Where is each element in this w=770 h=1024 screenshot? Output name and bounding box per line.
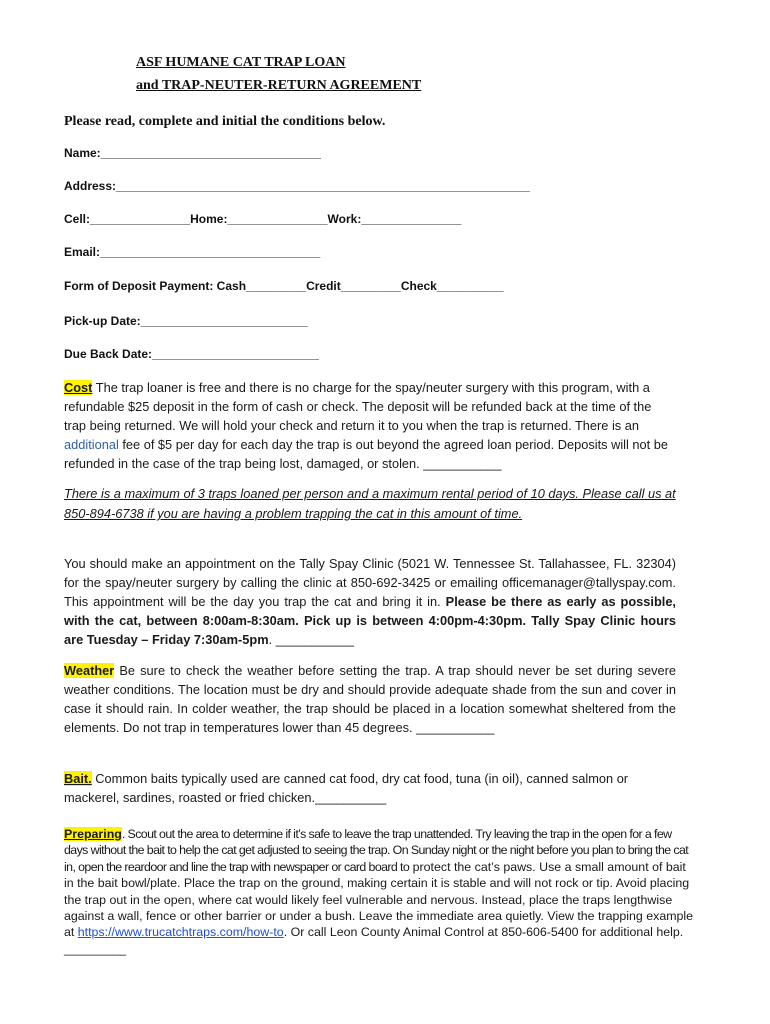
cost-heading: Cost (64, 380, 93, 395)
preparing-heading: Preparing (64, 827, 122, 841)
weather-section (64, 661, 676, 737)
pickup-date-field[interactable]: Pick-up Date:_________________________ (64, 314, 308, 328)
appointment-initial: . ___________ (268, 632, 355, 647)
cost-text: The trap loaner is free and there is no charge for the spay/neuter surgery with this program, with a refundable $25 deposit in the form of cash or check. The deposit will be refunded back at the time of the trap being returned. We will hold your check and return it to you when the trap is returned. There is an (64, 380, 652, 433)
appointment-section (64, 554, 676, 649)
bait-text: Common baits typically used are canned cat food, dry cat food, tuna (in oil), canned salmon or mackerel, sardines, roasted or fried chicken.__________ (64, 771, 629, 805)
cost-section (64, 378, 676, 473)
deposit-payment-field[interactable]: Form of Deposit Payment: Cash_________Credit_________Check__________ (64, 279, 504, 293)
address-field[interactable]: Address:______________________________________________________________ (64, 179, 530, 193)
document-title-line1: ASF HUMANE CAT TRAP LOAN (136, 55, 346, 70)
cost-text-end: fee of $5 per day for each day the trap is out beyond the agreed loan period. Deposits will not be refunded in the case of the trap being lost, damaged, or stolen. ___________ (64, 437, 668, 471)
document-title-line2: and TRAP-NEUTER-RETURN AGREEMENT (136, 78, 422, 93)
trucatch-link[interactable]: https://www.trucatchtraps.com/how-to (77, 925, 284, 940)
email-field[interactable]: Email:_________________________________ (64, 245, 321, 259)
preparing-section (64, 826, 694, 957)
weather-heading: Weather (64, 663, 115, 678)
cost-additional-word: additional (64, 437, 119, 452)
intro-instruction: Please read, complete and initial the conditions below. (64, 114, 386, 129)
name-field[interactable]: Name:_________________________________ (64, 146, 321, 160)
trap-limit-warning: There is a maximum of 3 traps loaned per person and a maximum rental period of 10 days. Please call us at 850-894-6738 if you are having a problem trapping the cat in this amount of time. (64, 486, 676, 521)
appointment-times: Please be there as early as possible, with the cat, between 8:00am-8:30am. Pick up is between 4:00pm-4:30pm. Tally Spay Clinic hours are Tuesday – Friday 7:30am-5pm (64, 594, 676, 647)
preparing-tail: . Or call Leon County Animal Control at 850-606-5400 for additional help. _________ (64, 925, 684, 956)
due-back-date-field[interactable]: Due Back Date:_________________________ (64, 347, 319, 361)
bait-section (64, 769, 676, 807)
weather-text: Be sure to check the weather before setting the trap. A trap should never be set during severe weather conditions. The location must be dry and should provide adequate shade from the sun and cover in case it should rain. In colder weather, the trap should be placed in a location somewhat sheltered from the elements. Do not trap in temperatures lower than 45 degrees. ___________ (64, 663, 676, 735)
phone-fields[interactable]: Cell:_______________Home:_______________Work:_______________ (64, 212, 462, 226)
bait-heading: Bait. (64, 771, 92, 786)
preparing-text: protect the cat’s paws. Use a small amount of bait in the bait bowl/plate. Place the trap on the ground, making certain it is stable and will not rock or tip. Avoid placing the trap out in the open, where cat would likely feel vulnerable and nervous. Instead, place the traps lengthwise against a wall, fence or other barrier or under a bush. Leave the immediate area quietly. View the trapping example at (64, 859, 694, 940)
appointment-text: You should make an appointment on the Tally Spay Clinic (5021 W. Tennessee St. Tallahassee, FL. 32304) for the spay/neuter surgery by calling the clinic at 850-692-3425 or emailing officemanager@tallyspay.com. This appointment will be the day you trap the cat and bring it in. (64, 556, 676, 609)
preparing-condensed-text: . Scout out the area to determine if it’s safe to leave the trap unattended. Try leaving the trap in the open for a few days without the bait to help the cat get adjusted to seeing the trap. On Sunday night or the night before you plan to bring the cat in, open the reardoor and line the trap with newspaper or card board to (64, 827, 689, 874)
